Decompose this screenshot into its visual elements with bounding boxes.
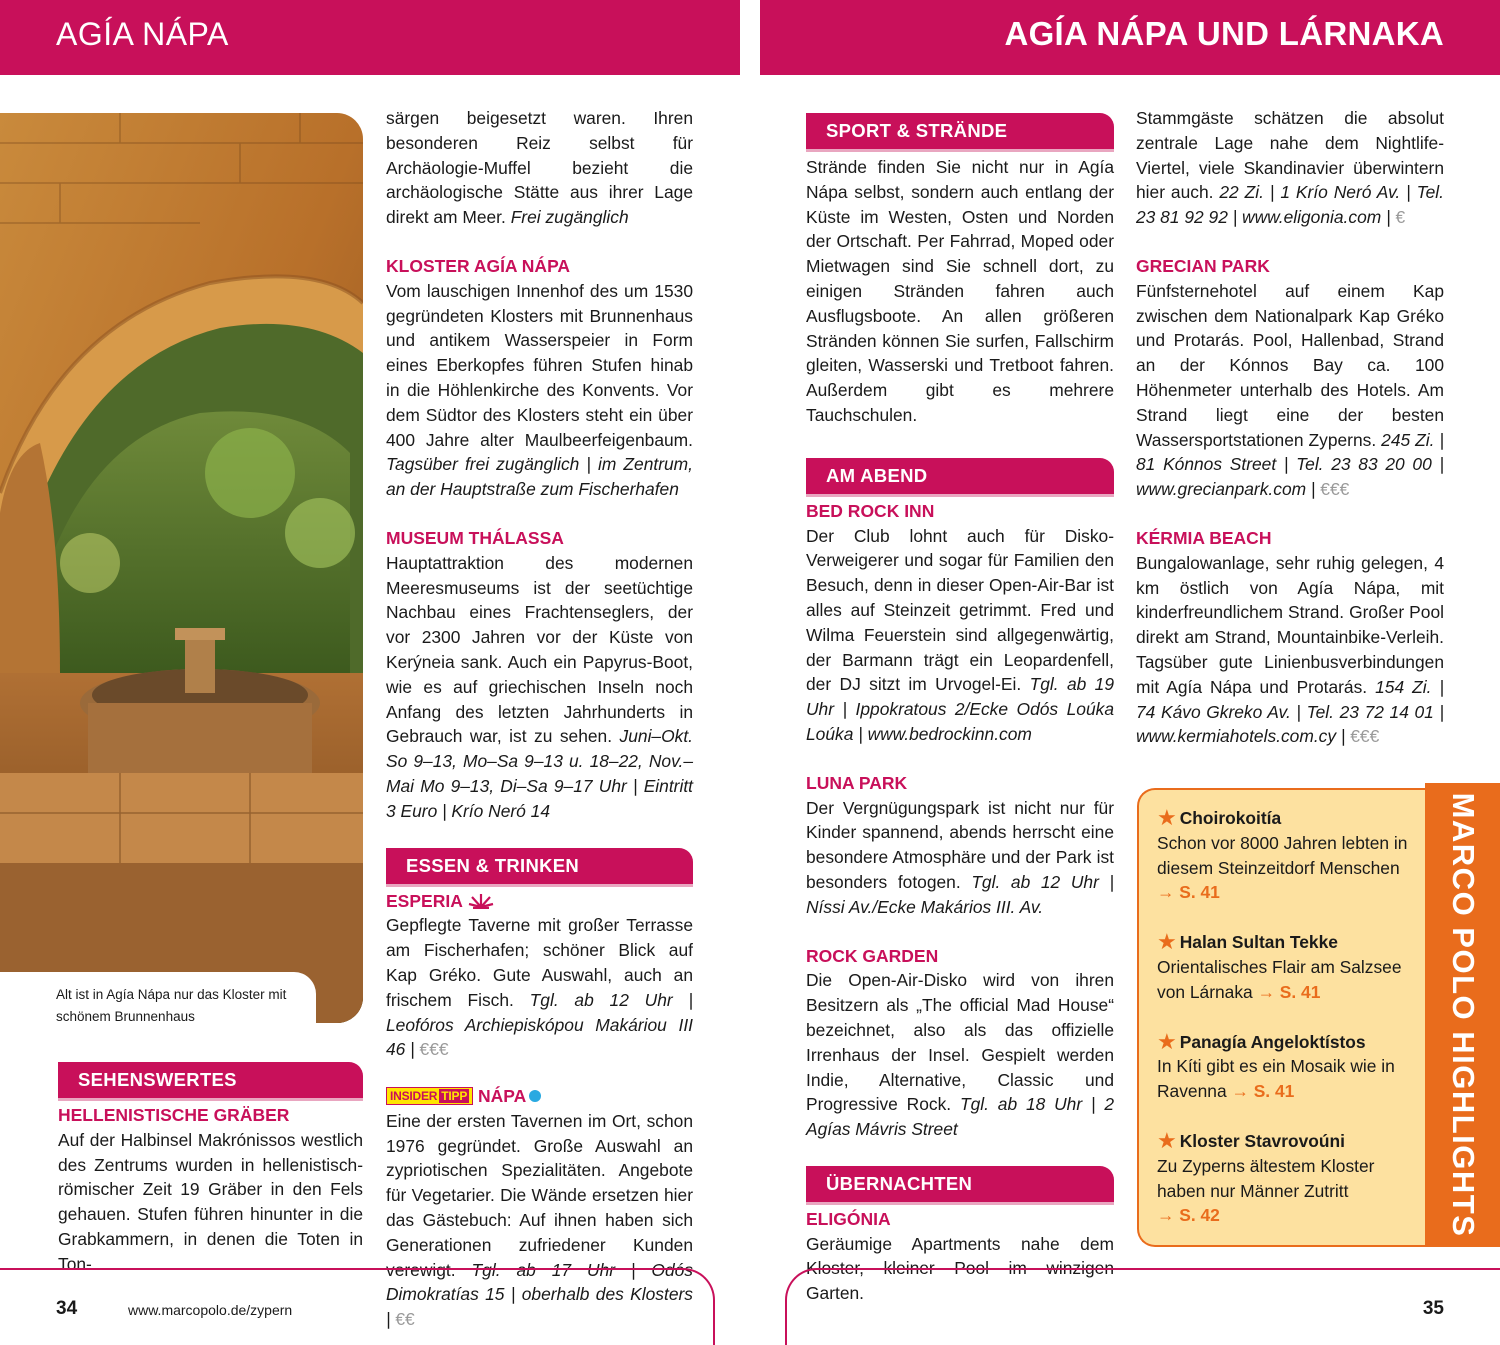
text-graeber-cont: särgen beigesetzt waren. Ihren besonderen Reiz selbst für Archäologie-Muffel bezieht die archäologische Stätte aus ihrer Lage direkt am Meer. <box>386 108 693 228</box>
info-napa: Tgl. ab 17 Uhr | Odós Dimokratías 15 | oberhalb des Klosters | <box>386 1259 693 1330</box>
highlight-item <box>1157 1129 1413 1228</box>
text-bedrock: Der Club lohnt auch für Disko-Verweigerer und sogar für Familien den Besuch, denn in dieser Open-Air-Bar ist alles auf Steinzeit getrimmt. Fred und Wilma Feuerstein sind allgegenwärtig, der Barmann trägt ein Leopardenfell, der DJ sitzt im Urvogel-Ei. <box>806 525 1114 695</box>
heading-rock-garden: ROCK GARDEN <box>806 945 939 966</box>
price-napa: €€ <box>395 1309 415 1330</box>
footer-url[interactable]: www.marcopolo.de/zypern <box>128 1302 293 1318</box>
blue-dot-icon <box>529 1090 541 1102</box>
text-esperia: Gepflegte Taverne mit großer Terrasse am Fischerhafen; schöner Blick auf Kap Gréko. Gute Auswahl, auch an frischem Fisch. <box>386 915 693 1010</box>
highlight-title: Panagía Angeloktístos <box>1179 1031 1366 1052</box>
header-left <box>0 0 740 75</box>
text-eligonia: Geräumige Apartments nahe dem Kloster, kleiner Pool im winzigen Garten. <box>806 1233 1114 1304</box>
highlight-item <box>1157 1030 1413 1104</box>
text-kermia-beach: Bungalowanlage, sehr ruhig gelegen, 4 km östlich von Agía Nápa, mit kinderfreundlichem Strand. Großer Pool direkt am Strand, Mountainbike-Verleih. Tagsüber gute Linienbusverbindungen mit Agía Nápa und Protarás. <box>1136 552 1444 697</box>
highlight-title: Choirokoitía <box>1179 808 1282 828</box>
info-grecian-park: 245 Zi. | 81 Kónnos Street | Tel. 23 83 20 00 | www.grecianpark.com | <box>1136 429 1444 500</box>
page-reference: → S. 41 <box>1157 882 1220 903</box>
highlight-item <box>1157 806 1413 905</box>
section-am-abend: AM ABEND <box>806 458 1114 494</box>
info-esperia: Tgl. ab 12 Uhr | Leofóros Archiepiskópou Makáriou III 46 | <box>386 989 693 1060</box>
heading-kloster: KLOSTER AGÍA NÁPA <box>386 255 571 276</box>
highlights-box <box>1137 788 1425 1247</box>
star-icon: ★ <box>1157 1028 1177 1054</box>
highlight-title: Kloster Stavrovoúni <box>1179 1130 1345 1151</box>
star-icon: ★ <box>1157 805 1177 830</box>
text-luna-park: Der Vergnügungspark ist nicht nur für Kinder spannend, abends herrscht eine besondere Atmosphäre und der Park ist besonders fotogen. <box>806 797 1114 892</box>
heading-hellenistische-graeber: HELLENISTISCHE GRÄBER <box>58 1105 290 1125</box>
info-bedrock: Tgl. ab 19 Uhr | Ippokratous 2/Ecke Odós Loúka Loúka | www.bedrockinn.com <box>806 674 1115 744</box>
column-4 <box>1136 106 1444 749</box>
highlights-tab-label: MARCO POLO HIGHLIGHTS <box>1445 792 1481 1238</box>
price-kermia-beach: €€€ <box>1350 726 1380 747</box>
footer-left-rule <box>0 1268 715 1345</box>
chapter-title: AGÍA NÁPA <box>56 16 229 52</box>
info-museum: Juni–Okt. So 9–13, Mo–Sa 9–13 u. 18–22, Nov.–Mai Mo 9–13, Di–Sa 9–17 Uhr | Eintritt 3 Euro | Krío Neró 14 <box>386 726 693 821</box>
heading-kermia-beach: KÉRMIA BEACH <box>1136 527 1272 548</box>
insider-tipp-badge: INSIDER TIPP <box>386 1087 473 1105</box>
text-kloster: Vom lauschigen Innenhof des um 1530 gegründeten Klosters mit Brunnenhaus und antikem Wasserspeier in Form eines Eberkopfes führen Stufen hinab in die Höhlenkirche des Konvents. Vor dem Südtor des Klosters steht ein über 400 Jahre alter Maulbeerfeigenbaum. <box>386 280 693 450</box>
star-icon: ★ <box>1157 929 1177 955</box>
heading-bedrock: BED ROCK INN <box>806 500 935 521</box>
highlight-text: Schon vor 8000 Jahren lebten in diesem Steinzeitdorf Menschen <box>1157 832 1408 878</box>
text-hellenistische-graeber: Auf der Halbinsel Makrónissos westlich des Zentrums wurden in hellenistisch-römischer Zeit 19 Gräber in den Fels gehauen. Stufen führen hinunter in die Grabkammern, in denen die Toten in Ton- <box>58 1129 363 1274</box>
price-grecian-park: €€€ <box>1320 479 1350 500</box>
section-sport-straende: SPORT & STRÄNDE <box>806 113 1114 149</box>
info-eligonia: 22 Zi. | 1 Krío Neró Av. | Tel. 23 81 92 92 | www.eligonia.com | <box>1136 182 1444 228</box>
page-number-right: 35 <box>1422 1298 1444 1319</box>
highlight-item <box>1157 930 1413 1004</box>
sun-terrace-icon <box>467 891 495 909</box>
text-museum: Hauptattraktion des modernen Meeresmuseums ist der seetüchtige Nachbau eines Frachtenseglers, der vor 2300 Jahren vor der Küste von Kerýneia sank. Auch ein Papyrus-Boot, wie es auf griechischen Inseln noch Anfang des letzten Jahrhunderts in Gebrauch war, ist zu sehen. <box>386 552 693 747</box>
highlight-title: Halan Sultan Tekke <box>1179 932 1338 953</box>
text-rock-garden: Die Open-Air-Disko wird von ihren Besitzern als „The official Mad House“ bezeichnet, also als das offizielle Irrenhaus der Insel. Gespielt werden Indie, Alternative, Classic und Progressive Rock. <box>806 970 1114 1115</box>
text-eligonia-cont: Stammgäste schätzen die absolut zentrale Lage nahe dem Nightlife-Viertel, viele Skandinavier überwintern hier auch. <box>1136 108 1444 203</box>
heading-luna-park: LUNA PARK <box>806 772 908 793</box>
info-luna-park: Tgl. ab 12 Uhr | Níssi Av./Ecke Makários III. Av. <box>806 871 1114 917</box>
info-graeber: Frei zugänglich <box>510 207 629 228</box>
column-2 <box>386 106 693 1332</box>
heading-museum: MUSEUM THÁLASSA <box>386 527 564 548</box>
text-napa: Eine der ersten Tavernen im Ort, schon 1976 gegründet. Große Auswahl an zypriotischen Spezialitäten. Angebote für Vegetarier. Die Wände ersetzen hier das Gästebuch: Auf ihnen haben sich Generationen zufriedener Kunden verewigt. <box>386 1110 693 1280</box>
info-rock-garden: Tgl. ab 18 Uhr | 2 Agías Mávris Street <box>806 1094 1114 1140</box>
page-reference: → S. 41 <box>1231 1081 1295 1102</box>
heading-napa-row <box>386 1084 693 1109</box>
star-icon: ★ <box>1157 1127 1177 1153</box>
column-1 <box>58 1062 363 1277</box>
highlight-text: Zu Zyperns ältestem Kloster haben nur Männer Zutritt <box>1157 1155 1375 1201</box>
section-uebernachten: ÜBERNACHTEN <box>806 1166 1114 1202</box>
highlight-text: Orientalisches Flair am Salzsee von Lárnaka <box>1157 956 1402 1002</box>
text-grecian-park: Fünfsternehotel auf einem Kap zwischen dem Nationalpark Kap Gréko und Protarás. Pool, Hallenbad, Strand an der Kónnos Bay ca. 100 Höhenmeter unterhalb des Hotels. Am Strand liegt eine der besten Wassersportstationen Zyperns. <box>1136 280 1444 450</box>
highlight-text: In Kíti gibt es ein Mosaik wie in Ravenna <box>1157 1056 1395 1102</box>
page-title: AGÍA NÁPA UND LÁRNAKA <box>1004 15 1444 52</box>
header-right <box>760 0 1500 75</box>
price-esperia: €€€ <box>419 1039 449 1060</box>
heading-napa: NÁPA <box>478 1086 527 1107</box>
monastery-photo <box>0 113 363 1023</box>
column-3 <box>806 113 1114 1306</box>
photo-caption: Alt ist in Agía Nápa nur das Kloster mit schönem Brunnenhaus <box>0 972 316 1030</box>
section-essen-trinken: ESSEN & TRINKEN <box>386 848 693 884</box>
info-kermia-beach: 154 Zi. | 74 Kávo Gkreko Av. | Tel. 23 72 14 01 | www.kermiahotels.com.cy | <box>1136 676 1444 747</box>
price-eligonia: € <box>1395 207 1406 228</box>
page-reference: → S. 42 <box>1157 1205 1220 1226</box>
highlights-tab <box>1425 783 1500 1247</box>
text-sport: Strände finden Sie nicht nur in Agía Nápa selbst, sondern auch entlang der Küste im Westen, Osten und Norden der Ortschaft. Per Fahrrad, Moped oder Mietwagen sind Sie schnell dort, zu einigen Stränden fahren auch Ausflugsboote. An allen größeren Stränden können Sie surfen, Fallschirm gleiten, Wasserski und Tretboot fahren. Außerdem gibt es mehrere Tauchschulen. <box>806 157 1114 425</box>
heading-esperia: ESPERIA <box>386 890 463 911</box>
heading-eligonia: ELIGÓNIA <box>806 1208 891 1229</box>
section-sehenswertes: SEHENSWERTES <box>58 1062 363 1098</box>
page-number-left: 34 <box>56 1298 78 1319</box>
footer-right-rule <box>785 1268 1500 1345</box>
heading-grecian-park: GRECIAN PARK <box>1136 255 1270 276</box>
page-reference: → S. 41 <box>1257 981 1321 1002</box>
info-kloster: Tagsüber frei zugänglich | im Zentrum, an der Hauptstraße zum Fischerhafen <box>386 454 693 500</box>
